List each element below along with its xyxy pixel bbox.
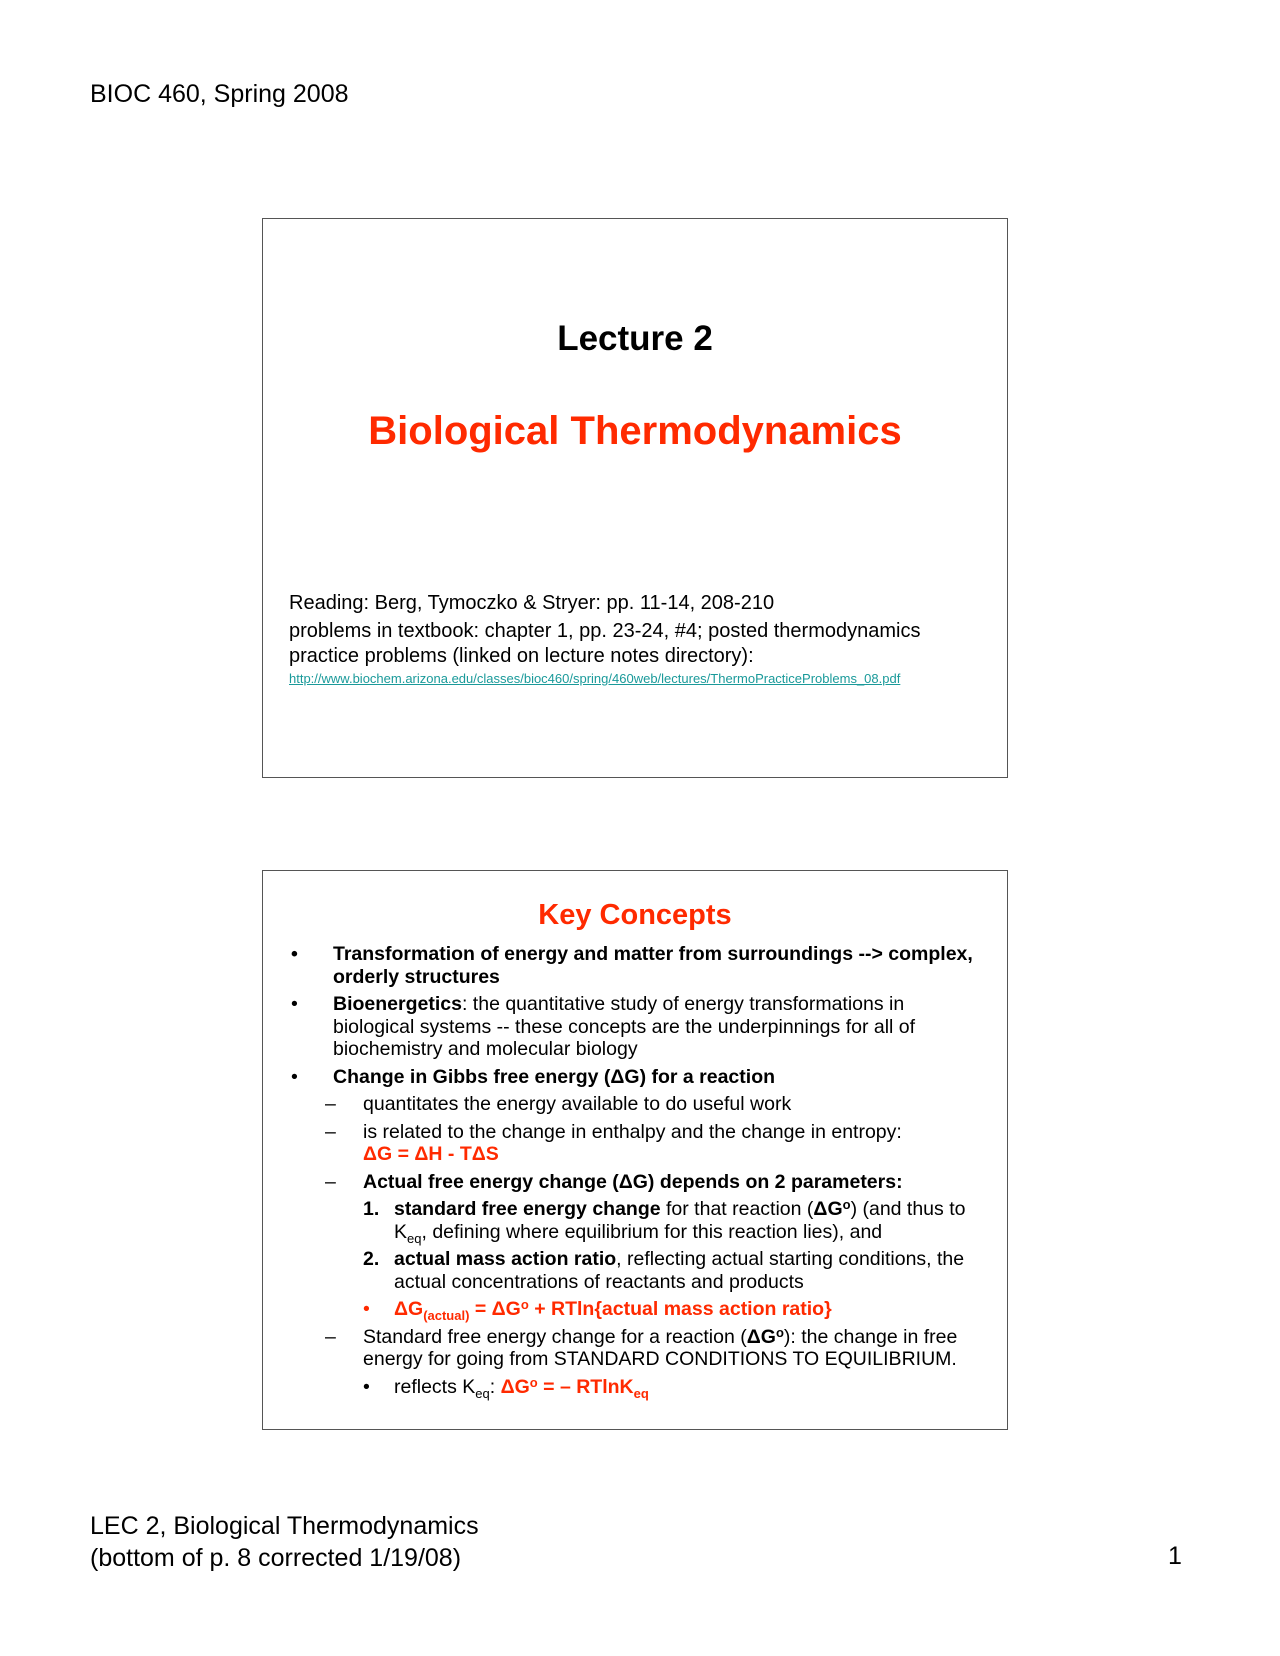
list-item: – quantitates the energy available to do useful work bbox=[325, 1093, 792, 1115]
number-marker: 1. bbox=[363, 1198, 380, 1220]
key-concepts-title: Key Concepts bbox=[538, 899, 732, 931]
list-item: • reflects $K_{eq}$: $\Delta G^o$ = – RTlnK$_{eq}$ bbox=[363, 1374, 649, 1401]
page-number: 1 bbox=[1168, 1542, 1182, 1570]
list-item: • Transformation of energy and matter from surroundings --> complex, orderly structures bbox=[291, 943, 973, 988]
reading-assignment: Reading: Berg, Tymoczko & Stryer: pp. 11-14, 208-210 bbox=[289, 592, 775, 614]
dash-marker: – bbox=[325, 1325, 336, 1348]
list-item: • Bioenergetics: the quantitative study of energy transformations in biological systems -- these concepts are the underpinnings for all of biochemistry and molecular biology bbox=[291, 993, 916, 1060]
list-item: 2. actual mass action ratio, reflecting actual starting conditions, the actual concentrations of reactants and products bbox=[363, 1248, 965, 1293]
footer-lecture: LEC 2, Biological Thermodynamics bbox=[90, 1512, 479, 1540]
list-item: 1. standard free energy change for that reaction $(\Delta G^o)$ (and thus to $K_{eq}$, defining where equilibrium for this reaction lies), and bbox=[363, 1197, 966, 1246]
list-item: – Standard free energy change for a reaction $(\Delta G^o)$: the change in free energy for going from STANDARD CONDITIONS TO EQUILIBRIUM. bbox=[325, 1324, 958, 1370]
dash-marker: – bbox=[325, 1093, 336, 1115]
dash-marker: – bbox=[325, 1170, 336, 1193]
bullet-marker: • bbox=[363, 1375, 370, 1398]
bullet-marker: • bbox=[291, 1065, 298, 1088]
bullet-marker: • bbox=[291, 993, 298, 1015]
list-item: • $\Delta G_{(actual)} = \Delta G^o$ + RTln{actual mass action ratio} bbox=[363, 1297, 832, 1323]
footer-correction: (bottom of p. 8 corrected 1/19/08) bbox=[90, 1544, 462, 1572]
title-slide bbox=[262, 218, 1008, 778]
list-item: – is related to the change in enthalpy and the change in entropy: ΔG = ΔH - TΔS bbox=[325, 1120, 902, 1165]
footer-text bbox=[90, 1510, 479, 1574]
problems-assignment: problems in textbook: chapter 1, pp. 23-24, #4; posted thermodynamics practice problems (linked on lecture notes directory): bbox=[289, 620, 921, 667]
practice-problems-link[interactable]: http://www.biochem.arizona.edu/classes/bioc460/spring/460web/lectures/ThermoPracticeProblems_08.pdf bbox=[289, 671, 901, 686]
list-item: – Actual free energy change (ΔG) depends on 2 parameters: bbox=[325, 1170, 903, 1193]
bullet-marker: • bbox=[363, 1298, 370, 1320]
gibbs-equation: ΔG = ΔH - TΔS bbox=[363, 1143, 499, 1165]
lecture-number: Lecture 2 bbox=[557, 319, 713, 358]
lecture-title: Biological Thermodynamics bbox=[368, 409, 902, 453]
bullet-marker: • bbox=[291, 943, 298, 965]
number-marker: 2. bbox=[363, 1248, 380, 1270]
dash-marker: – bbox=[325, 1120, 336, 1143]
course-header: BIOC 460, Spring 2008 bbox=[90, 80, 349, 108]
key-concepts-slide bbox=[262, 870, 1008, 1430]
key-concepts-list bbox=[263, 943, 1007, 1403]
list-item: • Change in Gibbs free energy (ΔG) for a reaction bbox=[291, 1065, 776, 1088]
